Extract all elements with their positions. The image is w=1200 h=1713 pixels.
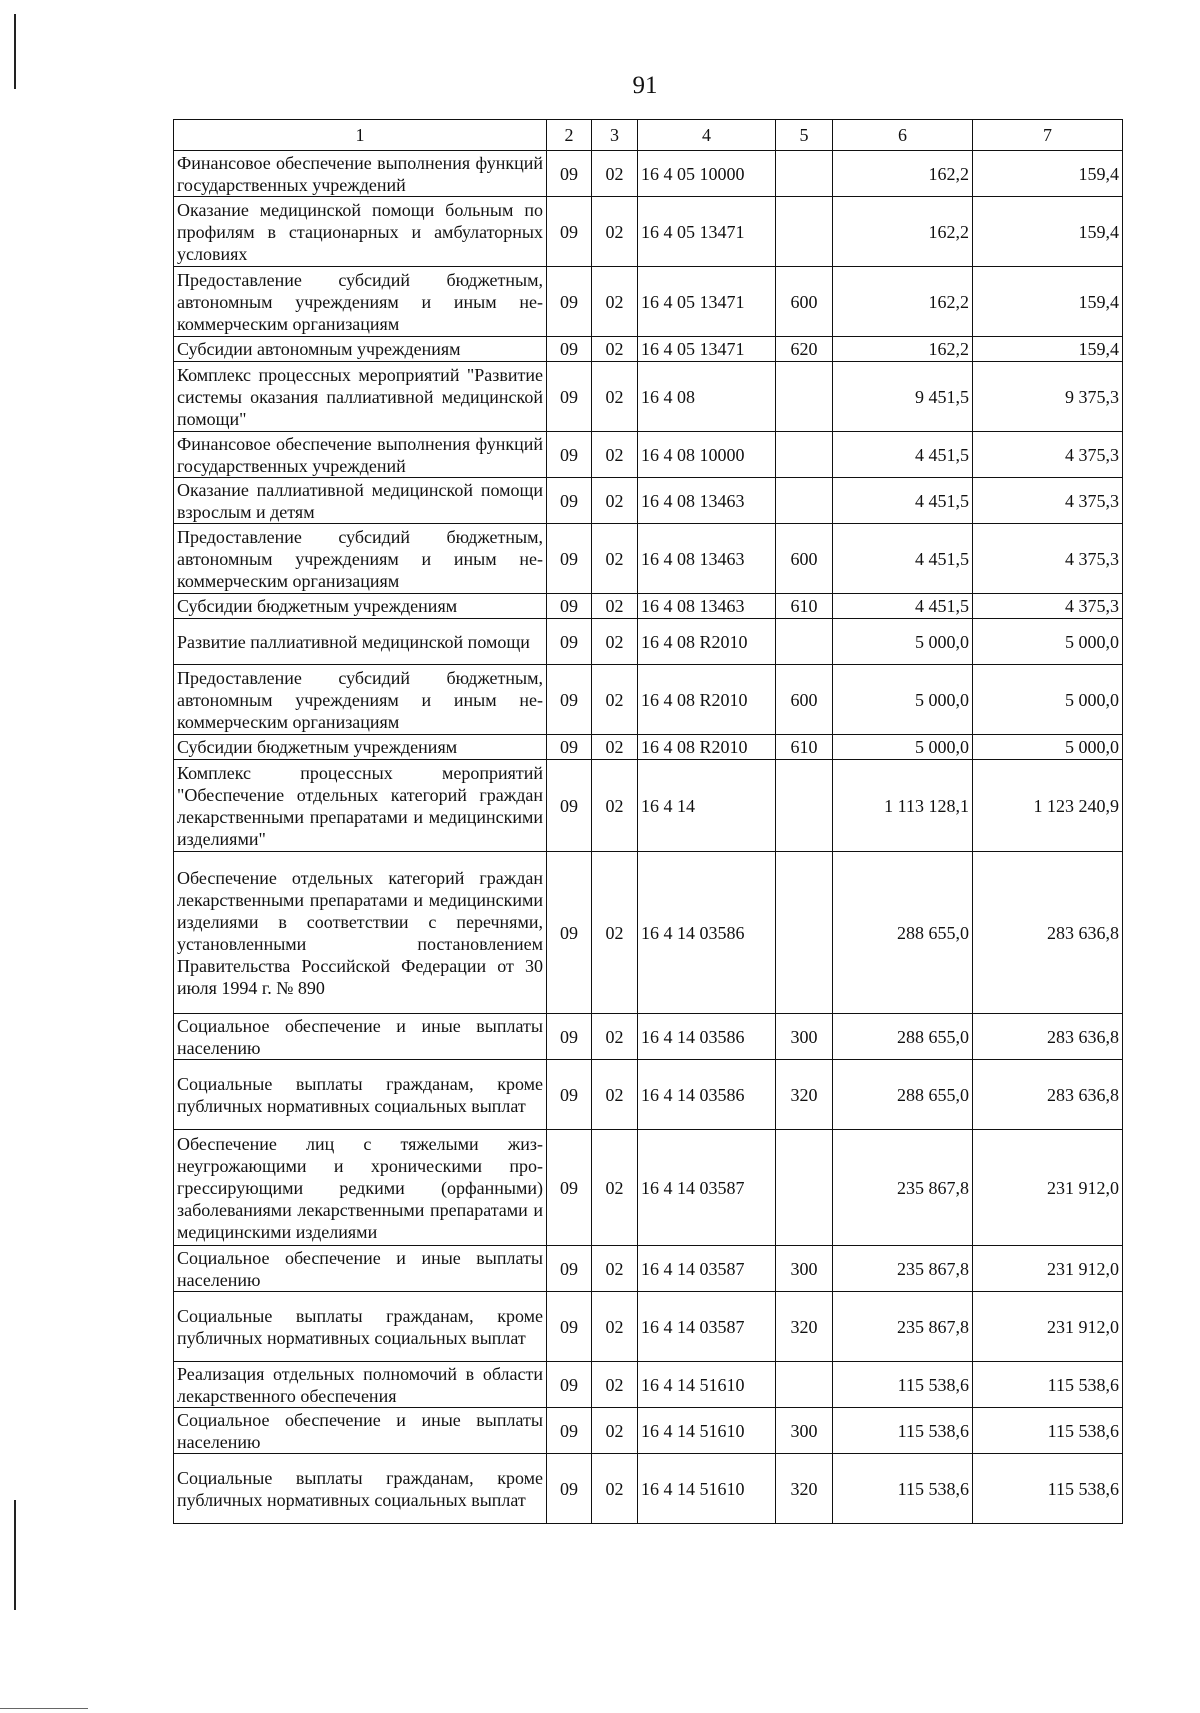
expense-type-cell [776,760,833,852]
row-name-cell: Социальное обеспечение и иные выплаты населению [174,1408,547,1454]
row-name-cell: Оказание медицинской помощи больным по профилям в стационарных и амбулаторных условиях [174,197,547,267]
subsection-code-cell: 02 [592,1130,638,1246]
expense-type-cell: 600 [776,524,833,594]
table-row [174,1362,1123,1408]
section-code-cell: 09 [547,852,592,1014]
amount-col7-cell: 115 538,6 [973,1454,1123,1524]
target-article-cell: 16 4 08 R2010 [638,619,776,665]
subsection-code-cell: 02 [592,432,638,478]
amount-col6-cell: 5 000,0 [833,619,973,665]
amount-col7-cell: 5 000,0 [973,735,1123,760]
section-code-cell: 09 [547,1408,592,1454]
amount-col6-cell: 4 451,5 [833,432,973,478]
expense-type-cell: 320 [776,1454,833,1524]
section-code-cell: 09 [547,197,592,267]
target-article-cell: 16 4 14 03586 [638,852,776,1014]
target-article-cell: 16 4 14 [638,760,776,852]
expense-type-cell [776,619,833,665]
target-article-cell: 16 4 08 [638,362,776,432]
subsection-code-cell: 02 [592,852,638,1014]
target-article-cell: 16 4 14 03587 [638,1292,776,1362]
amount-col6-cell: 288 655,0 [833,1060,973,1130]
budget-table [173,119,1123,1524]
section-code-cell: 09 [547,337,592,362]
subsection-code-cell: 02 [592,524,638,594]
table-row [174,735,1123,760]
amount-col7-cell: 159,4 [973,197,1123,267]
section-code-cell: 09 [547,478,592,524]
amount-col6-cell: 288 655,0 [833,852,973,1014]
amount-col6-cell: 5 000,0 [833,735,973,760]
expense-type-cell [776,197,833,267]
expense-type-cell: 600 [776,267,833,337]
subsection-code-cell: 02 [592,197,638,267]
table-row [174,524,1123,594]
section-code-cell: 09 [547,665,592,735]
amount-col6-cell: 235 867,8 [833,1292,973,1362]
amount-col7-cell: 4 375,3 [973,432,1123,478]
subsection-code-cell: 02 [592,1246,638,1292]
amount-col7-cell: 4 375,3 [973,594,1123,619]
table-row [174,197,1123,267]
expense-type-cell: 300 [776,1014,833,1060]
amount-col7-cell: 159,4 [973,151,1123,197]
target-article-cell: 16 4 05 13471 [638,267,776,337]
amount-col7-cell: 4 375,3 [973,478,1123,524]
section-code-cell: 09 [547,1362,592,1408]
table-row [174,432,1123,478]
section-code-cell: 09 [547,432,592,478]
scan-bottom-line [0,1708,88,1709]
amount-col6-cell: 4 451,5 [833,478,973,524]
expense-type-cell: 610 [776,735,833,760]
amount-col7-cell: 231 912,0 [973,1292,1123,1362]
target-article-cell: 16 4 08 R2010 [638,665,776,735]
amount-col7-cell: 115 538,6 [973,1408,1123,1454]
amount-col6-cell: 115 538,6 [833,1454,973,1524]
expense-type-cell [776,852,833,1014]
table-row [174,1408,1123,1454]
section-code-cell: 09 [547,1014,592,1060]
table-row [174,594,1123,619]
section-code-cell: 09 [547,735,592,760]
table-row [174,1130,1123,1246]
subsection-code-cell: 02 [592,1362,638,1408]
amount-col6-cell: 4 451,5 [833,524,973,594]
table-row [174,619,1123,665]
row-name-cell: Предоставление субсидий бюджетным, автономным учреждениям и иным некоммерческим организациям [174,665,547,735]
section-code-cell: 09 [547,362,592,432]
row-name-cell: Социальные выплаты гражданам, кроме публичных нормативных социальных выплат [174,1060,547,1130]
amount-col6-cell: 115 538,6 [833,1362,973,1408]
row-name-cell: Оказание паллиативной медицинской помощи взрослым и детям [174,478,547,524]
table-row [174,267,1123,337]
expense-type-cell: 610 [776,594,833,619]
amount-col7-cell: 115 538,6 [973,1362,1123,1408]
row-name-cell: Комплекс процессных мероприятий "Обеспечение отдельных категорий граждан лекарственными препаратами и медицинскими изделиями" [174,760,547,852]
subsection-code-cell: 02 [592,760,638,852]
target-article-cell: 16 4 14 03586 [638,1060,776,1130]
row-name-cell: Развитие паллиативной медицинской помощи [174,619,547,665]
target-article-cell: 16 4 14 03587 [638,1246,776,1292]
target-article-cell: 16 4 14 03586 [638,1014,776,1060]
amount-col6-cell: 9 451,5 [833,362,973,432]
table-body [174,151,1123,1524]
section-code-cell: 09 [547,151,592,197]
table-row [174,760,1123,852]
amount-col7-cell: 1 123 240,9 [973,760,1123,852]
target-article-cell: 16 4 08 10000 [638,432,776,478]
expense-type-cell [776,151,833,197]
amount-col7-cell: 231 912,0 [973,1130,1123,1246]
expense-type-cell [776,1362,833,1408]
amount-col6-cell: 162,2 [833,337,973,362]
amount-col6-cell: 162,2 [833,267,973,337]
amount-col7-cell: 5 000,0 [973,619,1123,665]
target-article-cell: 16 4 14 51610 [638,1362,776,1408]
row-name-cell: Субсидии бюджетным учреждениям [174,735,547,760]
row-name-cell: Социальное обеспечение и иные выплаты населению [174,1014,547,1060]
subsection-code-cell: 02 [592,735,638,760]
subsection-code-cell: 02 [592,1292,638,1362]
row-name-cell: Финансовое обеспечение выполнения функций государственных учреждений [174,151,547,197]
row-name-cell: Социальные выплаты гражданам, кроме публичных нормативных социальных выплат [174,1454,547,1524]
scan-edge-bottom [14,1500,16,1610]
target-article-cell: 16 4 08 13463 [638,524,776,594]
row-name-cell: Субсидии бюджетным учреждениям [174,594,547,619]
row-name-cell: Субсидии автономным учреждениям [174,337,547,362]
column-header: 7 [973,120,1123,151]
table-row [174,478,1123,524]
section-code-cell: 09 [547,1454,592,1524]
amount-col6-cell: 162,2 [833,197,973,267]
amount-col7-cell: 4 375,3 [973,524,1123,594]
section-code-cell: 09 [547,1060,592,1130]
subsection-code-cell: 02 [592,1408,638,1454]
row-name-cell: Обеспечение лиц с тяжелыми жизнеугрожающими и хроническими прогрессирующими редкими (орфанными) заболеваниями лекарственными препаратами и медицинскими изделиями [174,1130,547,1246]
amount-col7-cell: 9 375,3 [973,362,1123,432]
amount-col7-cell: 283 636,8 [973,1014,1123,1060]
amount-col7-cell: 231 912,0 [973,1246,1123,1292]
subsection-code-cell: 02 [592,362,638,432]
table-row [174,1454,1123,1524]
target-article-cell: 16 4 05 10000 [638,151,776,197]
subsection-code-cell: 02 [592,665,638,735]
subsection-code-cell: 02 [592,151,638,197]
target-article-cell: 16 4 08 13463 [638,594,776,619]
section-code-cell: 09 [547,760,592,852]
expense-type-cell [776,432,833,478]
row-name-cell: Комплекс процессных мероприятий "Развитие системы оказания паллиативной медицинской помощи" [174,362,547,432]
section-code-cell: 09 [547,1292,592,1362]
subsection-code-cell: 02 [592,267,638,337]
row-name-cell: Реализация отдельных полномочий в области лекарственного обеспечения [174,1362,547,1408]
target-article-cell: 16 4 05 13471 [638,337,776,362]
header-row [174,120,1123,151]
expense-type-cell: 620 [776,337,833,362]
row-name-cell: Социальные выплаты гражданам, кроме публичных нормативных социальных выплат [174,1292,547,1362]
section-code-cell: 09 [547,619,592,665]
column-header: 4 [638,120,776,151]
amount-col7-cell: 159,4 [973,267,1123,337]
amount-col6-cell: 4 451,5 [833,594,973,619]
column-header: 3 [592,120,638,151]
row-name-cell: Предоставление субсидий бюджетным, автономным учреждениям и иным некоммерческим организациям [174,524,547,594]
amount-col7-cell: 5 000,0 [973,665,1123,735]
subsection-code-cell: 02 [592,1014,638,1060]
target-article-cell: 16 4 14 03587 [638,1130,776,1246]
expense-type-cell [776,478,833,524]
amount-col6-cell: 115 538,6 [833,1408,973,1454]
target-article-cell: 16 4 05 13471 [638,197,776,267]
subsection-code-cell: 02 [592,337,638,362]
target-article-cell: 16 4 14 51610 [638,1454,776,1524]
section-code-cell: 09 [547,1130,592,1246]
table-row [174,1246,1123,1292]
amount-col7-cell: 283 636,8 [973,1060,1123,1130]
table-row [174,337,1123,362]
amount-col6-cell: 162,2 [833,151,973,197]
amount-col7-cell: 283 636,8 [973,852,1123,1014]
expense-type-cell [776,1130,833,1246]
table-row [174,1292,1123,1362]
section-code-cell: 09 [547,1246,592,1292]
amount-col6-cell: 1 113 128,1 [833,760,973,852]
column-header: 1 [174,120,547,151]
table-row [174,1060,1123,1130]
subsection-code-cell: 02 [592,594,638,619]
amount-col6-cell: 5 000,0 [833,665,973,735]
expense-type-cell: 600 [776,665,833,735]
subsection-code-cell: 02 [592,1060,638,1130]
expense-type-cell [776,362,833,432]
amount-col6-cell: 235 867,8 [833,1130,973,1246]
expense-type-cell: 320 [776,1292,833,1362]
target-article-cell: 16 4 08 R2010 [638,735,776,760]
section-code-cell: 09 [547,594,592,619]
column-header: 2 [547,120,592,151]
table-row [174,665,1123,735]
row-name-cell: Социальное обеспечение и иные выплаты населению [174,1246,547,1292]
subsection-code-cell: 02 [592,1454,638,1524]
expense-type-cell: 320 [776,1060,833,1130]
section-code-cell: 09 [547,267,592,337]
section-code-cell: 09 [547,524,592,594]
page-number: 91 [632,72,658,99]
column-header: 6 [833,120,973,151]
subsection-code-cell: 02 [592,619,638,665]
subsection-code-cell: 02 [592,478,638,524]
column-header: 5 [776,120,833,151]
row-name-cell: Финансовое обеспечение выполнения функций государственных учреждений [174,432,547,478]
table-row [174,362,1123,432]
table-row [174,852,1123,1014]
amount-col7-cell: 159,4 [973,337,1123,362]
row-name-cell: Обеспечение отдельных категорий граждан лекарственными препаратами и медицинскими изделиями в соответствии с перечнями, установленными постановлением Правительства Российской Федерации от 30 июля 1994 г. № 890 [174,852,547,1014]
target-article-cell: 16 4 14 51610 [638,1408,776,1454]
target-article-cell: 16 4 08 13463 [638,478,776,524]
table-row [174,151,1123,197]
row-name-cell: Предоставление субсидий бюджетным, автономным учреждениям и иным некоммерческим организациям [174,267,547,337]
expense-type-cell: 300 [776,1246,833,1292]
table-row [174,1014,1123,1060]
expense-type-cell: 300 [776,1408,833,1454]
amount-col6-cell: 288 655,0 [833,1014,973,1060]
amount-col6-cell: 235 867,8 [833,1246,973,1292]
